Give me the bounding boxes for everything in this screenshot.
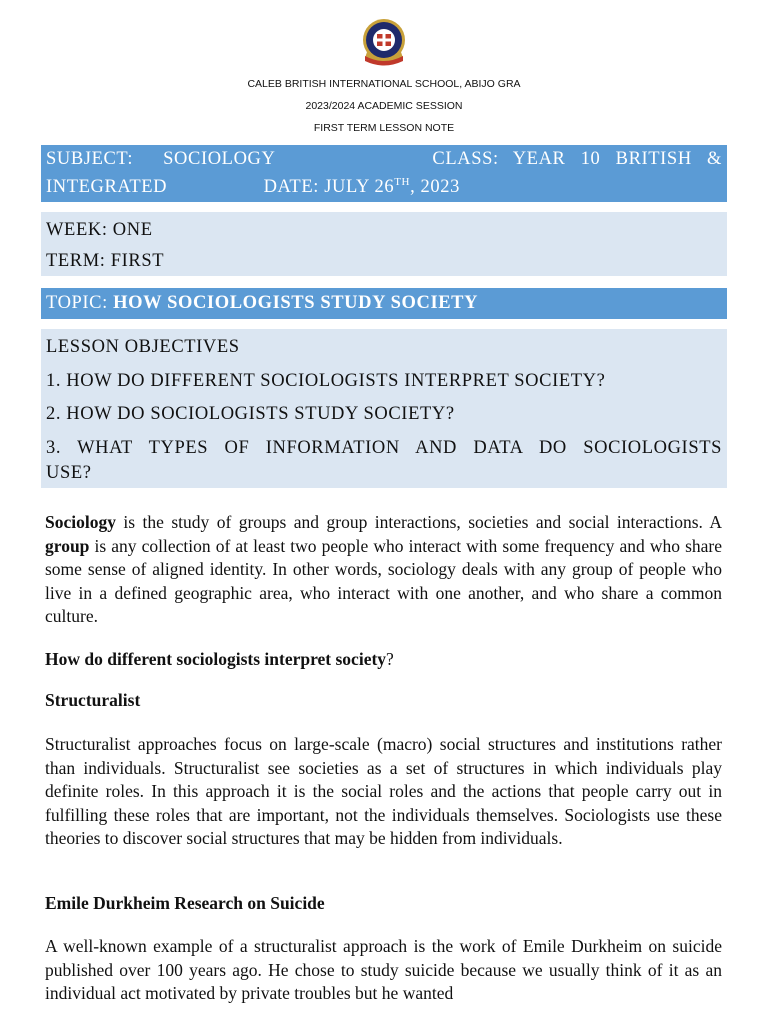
objective-item: 2. HOW DO SOCIOLOGISTS STUDY SOCIETY?	[46, 404, 455, 424]
week-line: WEEK: ONE	[46, 220, 153, 240]
term-line: TERM: FIRST	[46, 251, 165, 271]
objective-item: 3. WHAT TYPES OF INFORMATION AND DATA DO SOCIOLOGISTS	[46, 437, 722, 458]
structuralist-heading: Structuralist	[45, 690, 141, 710]
objective-item: 1. HOW DO DIFFERENT SOCIOLOGISTS INTERPRET SOCIETY?	[46, 370, 606, 391]
lesson-note-title: FIRST TERM LESSON NOTE	[313, 122, 455, 134]
subject-label: SUBJECT:	[46, 149, 134, 169]
durkheim-paragraph: A well-known example of a structuralist approach is the work of Emile Durkheim on suicide published over 100 years ago. He chose to study suicide because we usually think of it as an individual act motivated by private troubles but he wanted	[45, 936, 722, 1004]
date-value: JULY 26TH, 2023	[324, 176, 460, 197]
week-term-band	[41, 212, 727, 276]
subject-class-band	[41, 145, 727, 202]
school-crest-icon	[361, 16, 407, 70]
class-value: YEAR 10 BRITISH &	[512, 149, 722, 169]
topic-band	[41, 288, 727, 319]
school-name: CALEB BRITISH INTERNATIONAL SCHOOL, ABIJO GRA	[247, 78, 521, 90]
topic-title: HOW SOCIOLOGISTS STUDY SOCIETY	[113, 293, 479, 313]
structuralist-paragraph: Structuralist approaches focus on large-scale (macro) social structures and institutions rather than individuals. Structuralist see societies as a set of structures in which individuals play definite roles. In this approach it is the social roles and the actions that people carry out in fulfilling these roles that are important, not the individuals themselves. Sociologists use these theories to discover social structures that may be hidden from individuals.	[45, 734, 722, 849]
topic-label: TOPIC:	[46, 293, 108, 313]
class-value-cont: INTEGRATED	[46, 177, 168, 197]
objective-item-cont: USE?	[46, 462, 92, 483]
date-label: DATE:	[263, 177, 319, 197]
durkheim-heading: Emile Durkheim Research on Suicide	[45, 893, 325, 913]
academic-session: 2023/2024 ACADEMIC SESSION	[305, 100, 463, 112]
interpretation-question-heading: How do different sociologists interpret society?	[45, 649, 394, 669]
class-label: CLASS:	[432, 149, 499, 169]
objectives-band	[41, 329, 727, 488]
subject-value: SOCIOLOGY	[163, 149, 276, 169]
sociology-definition-paragraph: Sociology is the study of groups and group interactions, societies and social interactions. A group is any collection of at least two people who interact with some frequency and who share some sense of aligned identity. In other words, sociology deals with any group of people who live in a defined geographic area, who interact with one another, and who share a common culture.	[45, 512, 722, 627]
objectives-heading: LESSON OBJECTIVES	[46, 337, 240, 357]
